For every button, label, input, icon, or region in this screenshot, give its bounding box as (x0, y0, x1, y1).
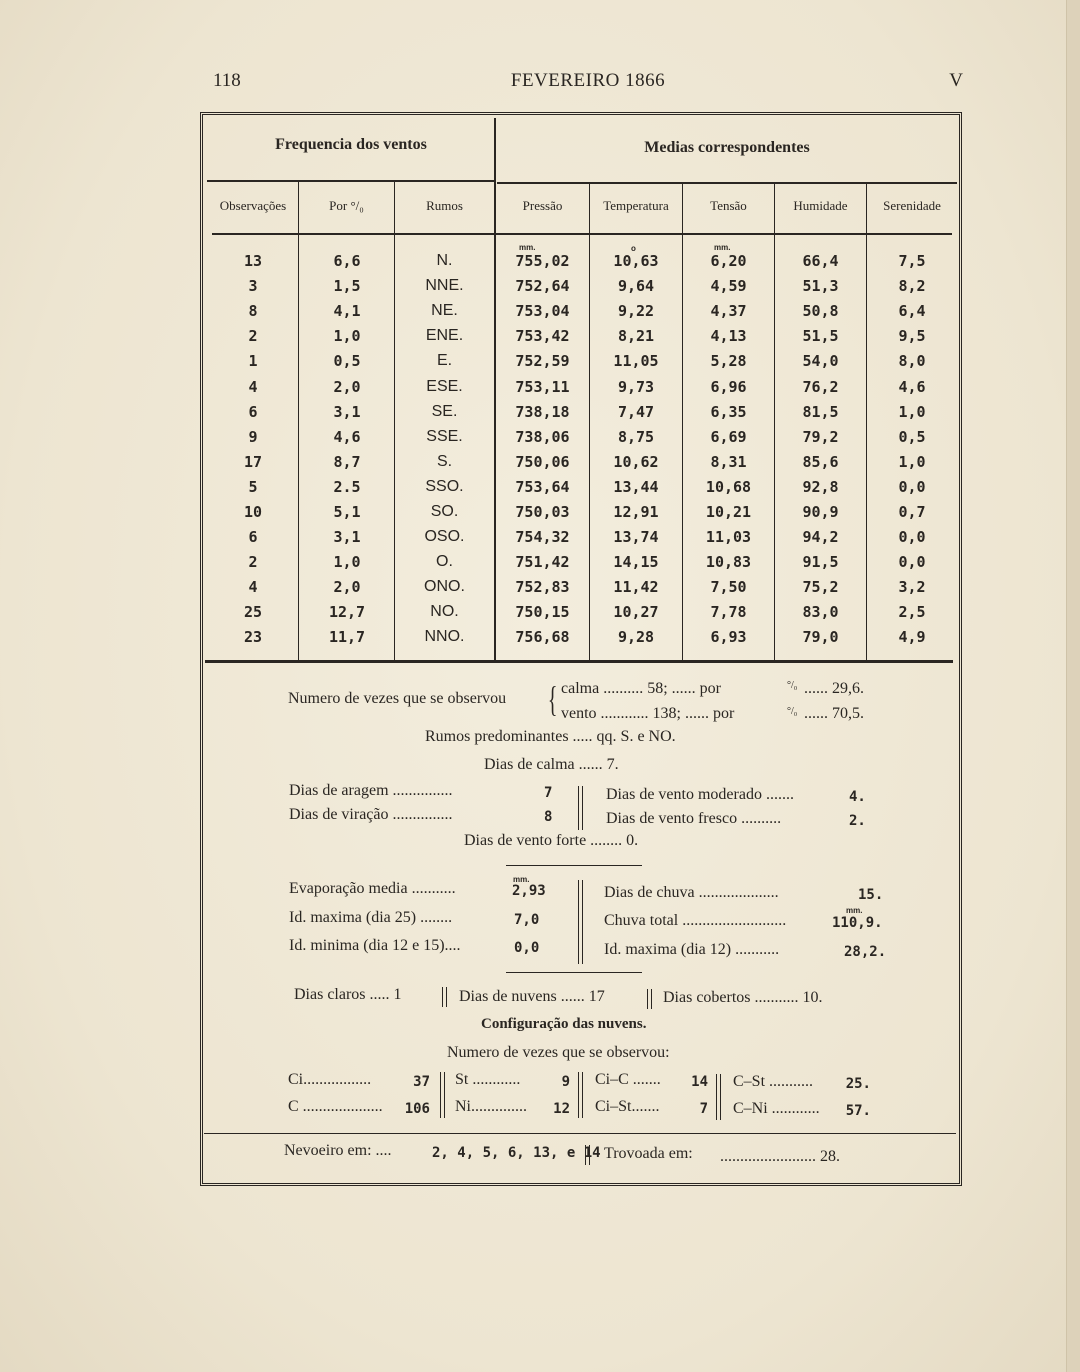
column-separator (578, 786, 583, 830)
dias-chuva-label: Dias de chuva .................... (604, 884, 779, 901)
cell-observacoes: 2 (248, 553, 258, 571)
cell-rumo: ONO. (424, 578, 465, 595)
cell-por-cento: 1,0 (333, 327, 361, 345)
dias-nuvens: Dias de nuvens ...... 17 (459, 988, 605, 1005)
cell-temperatura: 9,73 (617, 378, 655, 396)
cell-rumo: OSO. (424, 528, 465, 545)
cell-observacoes: 17 (243, 453, 263, 471)
table-row (0, 403, 1080, 428)
cell-pressao: 755,02 (515, 252, 570, 270)
evap-min-value: 0,0 (514, 940, 540, 956)
cell-observacoes: 10 (243, 503, 263, 521)
cell-pressao: 750,15 (515, 603, 570, 621)
cell-humidade: 54,0 (802, 352, 839, 370)
cell-rumo: SSO. (425, 478, 464, 495)
column-header-temperatura: Temperatura (603, 198, 669, 213)
cell-serenidade: 3,2 (898, 578, 926, 596)
cell-tensao: 10,83 (705, 553, 752, 571)
cell-rumo: NNE. (425, 277, 464, 294)
table-row (0, 327, 1080, 352)
cell-tensao: 10,68 (705, 478, 752, 496)
section-rule (204, 1133, 956, 1134)
group-header-rule (207, 180, 495, 182)
cell-serenidade: 0,0 (898, 528, 926, 546)
chuva-total-label: Chuva total .......................... (604, 912, 787, 929)
cloud-type-label: St ............ (455, 1071, 521, 1088)
unit-pressao: mm. (519, 243, 536, 252)
cell-por-cento: 11,7 (328, 628, 366, 646)
cell-observacoes: 8 (248, 302, 258, 320)
cell-por-cento: 3,1 (333, 403, 361, 421)
table-row (0, 503, 1080, 528)
cell-humidade: 81,5 (802, 403, 839, 421)
cell-rumo: N. (436, 252, 453, 269)
cell-por-cento: 4,6 (333, 428, 361, 446)
cell-por-cento: 8,7 (333, 453, 361, 471)
unit-temperatura: o (631, 244, 636, 253)
evap-min-label: Id. minima (dia 12 e 15).... (289, 937, 461, 954)
config-subtitle: Numero de vezes que se observou: (447, 1044, 670, 1061)
column-header-rule (212, 233, 952, 235)
cell-tensao: 6,69 (710, 428, 747, 446)
cell-tensao: 5,28 (710, 352, 747, 370)
cell-humidade: 92,8 (802, 478, 839, 496)
cell-serenidade: 1,0 (898, 403, 926, 421)
cell-temperatura: 11,05 (613, 352, 659, 370)
cloud-type-count: 9 (561, 1074, 570, 1090)
cell-rumo: NE. (431, 302, 458, 319)
cell-humidade: 50,8 (802, 302, 839, 320)
dias-forte: Dias de vento forte ........ 0. (464, 832, 639, 849)
column-separator (440, 1072, 445, 1118)
cell-temperatura: 8,21 (617, 327, 655, 345)
table-row (0, 352, 1080, 377)
cell-serenidade: 0,5 (898, 428, 926, 446)
cell-serenidade: 0,0 (898, 478, 926, 496)
column-separator (442, 987, 447, 1007)
column-header-humidade: Humidade (793, 198, 848, 213)
cell-serenidade: 0,7 (898, 503, 926, 521)
cell-tensao: 7,50 (710, 578, 747, 596)
cell-por-cento: 2.5 (333, 478, 361, 496)
vento-line: vento ............ 138; ...... por (561, 705, 735, 722)
column-header-serenidade: Serenidade (883, 198, 941, 213)
cell-humidade: 75,2 (802, 578, 839, 596)
cloud-type-count: 14 (691, 1074, 708, 1090)
table-row (0, 628, 1080, 653)
cell-humidade: 85,6 (802, 453, 839, 471)
group-header-rule (497, 182, 957, 184)
evaporacao-label: Evaporação media ........... (289, 880, 456, 897)
cell-rumo: SE. (431, 403, 458, 420)
dias-fresco-label: Dias de vento fresco .......... (606, 810, 782, 827)
cell-pressao: 753,64 (515, 478, 570, 496)
cell-por-cento: 3,1 (333, 528, 361, 546)
page-number: 118 (213, 70, 241, 91)
cell-temperatura: 8,75 (617, 428, 655, 446)
cell-tensao: 4,59 (710, 277, 747, 295)
cell-por-cento: 0,5 (333, 352, 361, 370)
cell-pressao: 753,42 (515, 327, 570, 345)
cell-pressao: 752,83 (515, 578, 570, 596)
cloud-type-label: C–St ........... (733, 1073, 814, 1090)
cell-serenidade: 6,4 (898, 302, 926, 320)
cell-tensao: 10,21 (705, 503, 752, 521)
cell-observacoes: 6 (248, 403, 258, 421)
cell-serenidade: 4,6 (898, 378, 926, 396)
group-header-frequencia: Frequencia dos ventos (275, 136, 427, 153)
section-label: V (949, 70, 963, 91)
cell-rumo: NO. (430, 603, 459, 620)
cloud-type-label: Ci–St....... (595, 1098, 660, 1115)
cell-rumo: ENE. (425, 327, 464, 344)
table-row (0, 578, 1080, 603)
column-separator (578, 1072, 583, 1118)
table-row (0, 478, 1080, 503)
cell-rumo: SSE. (426, 428, 463, 445)
cell-serenidade: 2,5 (898, 603, 926, 621)
cell-pressao: 750,06 (515, 453, 570, 471)
dias-aragem-label: Dias de aragem ............... (289, 782, 453, 799)
cloud-type-count: 25. (845, 1076, 871, 1092)
cell-rumo: O. (436, 553, 453, 570)
cell-serenidade: 1,0 (898, 453, 926, 471)
table-row (0, 252, 1080, 277)
cell-humidade: 79,2 (802, 428, 839, 446)
cell-pressao: 753,04 (515, 302, 570, 320)
cell-por-cento: 2,0 (333, 378, 361, 396)
cloud-type-count: 37 (413, 1074, 430, 1090)
cell-observacoes: 1 (248, 352, 258, 370)
page-title: FEVEREIRO 1866 (510, 70, 666, 91)
nevoeiro-value: 2, 4, 5, 6, 13, e 14 (432, 1145, 601, 1161)
cell-rumo: E. (436, 352, 453, 369)
dias-viracao-label: Dias de viração ............... (289, 806, 453, 823)
cell-humidade: 90,9 (802, 503, 839, 521)
config-title: Configuração das nuvens. (481, 1016, 647, 1032)
cell-pressao: 738,06 (515, 428, 570, 446)
cell-serenidade: 0,0 (898, 553, 926, 571)
column-separator (647, 989, 652, 1009)
calma-percent-sign: °/₀ (787, 680, 798, 691)
table-row (0, 603, 1080, 628)
vento-percent-sign: °/₀ (787, 706, 798, 717)
dias-calma: Dias de calma ...... 7. (484, 756, 619, 773)
cell-tensao: 8,31 (710, 453, 747, 471)
cell-rumo: SO. (430, 503, 459, 520)
brace: { (547, 679, 558, 719)
cell-humidade: 76,2 (802, 378, 839, 396)
cell-pressao: 752,59 (515, 352, 570, 370)
cell-observacoes: 4 (248, 378, 258, 396)
cell-humidade: 94,2 (802, 528, 839, 546)
cell-observacoes: 4 (248, 578, 258, 596)
trovoada-value: ........................ 28. (720, 1148, 840, 1165)
cloud-type-count: 12 (553, 1101, 570, 1117)
observed-label: Numero de vezes que se observou (288, 690, 507, 707)
trovoada-label: Trovoada em: (604, 1145, 693, 1162)
cell-observacoes: 13 (243, 252, 263, 270)
dias-moderado-label: Dias de vento moderado ....... (606, 786, 794, 803)
cell-pressao: 751,42 (515, 553, 570, 571)
cloud-type-label: C .................... (288, 1098, 383, 1115)
column-header-pressao: Pressão (522, 198, 563, 213)
cell-por-cento: 1,5 (333, 277, 361, 295)
column-header-tensao: Tensão (710, 198, 747, 213)
cell-temperatura: 12,91 (613, 503, 659, 521)
calma-line: calma .......... 58; ...... por (561, 680, 721, 697)
table-row (0, 302, 1080, 327)
dias-viracao-value: 8 (544, 809, 553, 825)
cell-temperatura: 14,15 (613, 553, 659, 571)
unit-evaporacao: mm. (513, 875, 530, 884)
cell-por-cento: 5,1 (333, 503, 361, 521)
dias-fresco-value: 2. (849, 813, 866, 829)
cell-pressao: 750,03 (515, 503, 570, 521)
unit-tensao: mm. (714, 243, 731, 252)
cell-por-cento: 12,7 (328, 603, 366, 621)
cell-tensao: 6,93 (710, 628, 747, 646)
cell-pressao: 753,11 (515, 378, 570, 396)
cell-tensao: 4,13 (710, 327, 747, 345)
table-bottom-rule (205, 660, 953, 663)
table-row (0, 553, 1080, 578)
calma-value: ...... 29,6. (804, 680, 864, 697)
evap-max-label: Id. maxima (dia 25) ........ (289, 909, 453, 926)
section-rule (506, 865, 642, 866)
cell-observacoes: 6 (248, 528, 258, 546)
dias-aragem-value: 7 (544, 785, 553, 801)
cloud-type-label: Ci................. (288, 1071, 372, 1088)
table-row (0, 378, 1080, 403)
column-separator (716, 1074, 721, 1120)
cell-observacoes: 9 (248, 428, 258, 446)
cell-humidade: 51,3 (802, 277, 839, 295)
unit-chuva: mm. (846, 906, 863, 915)
cell-humidade: 51,5 (802, 327, 839, 345)
group-header-medias: Medias correspondentes (644, 139, 810, 156)
cell-observacoes: 5 (248, 478, 258, 496)
cell-temperatura: 13,44 (613, 478, 659, 496)
cell-temperatura: 7,47 (617, 403, 655, 421)
cloud-type-label: Ni.............. (455, 1098, 527, 1115)
cell-observacoes: 2 (248, 327, 258, 345)
cell-rumo: ESE. (426, 378, 463, 395)
cell-temperatura: 9,64 (617, 277, 655, 295)
cell-serenidade: 8,0 (898, 352, 926, 370)
cloud-type-count: 106 (404, 1101, 430, 1117)
table-row (0, 453, 1080, 478)
cloud-type-label: Ci–C ....... (595, 1071, 661, 1088)
cell-humidade: 91,5 (802, 553, 839, 571)
cell-temperatura: 11,42 (613, 578, 659, 596)
cell-humidade: 83,0 (802, 603, 839, 621)
cell-rumo: S. (436, 453, 453, 470)
cell-serenidade: 4,9 (898, 628, 926, 646)
cell-rumo: NNO. (424, 628, 465, 645)
page-edge (1066, 0, 1080, 1372)
cell-temperatura: 9,22 (617, 302, 655, 320)
table-row (0, 428, 1080, 453)
cloud-type-label: C–Ni ............ (733, 1100, 820, 1117)
cell-pressao: 752,64 (515, 277, 570, 295)
chuva-max-value: 28,2. (844, 944, 887, 960)
cell-tensao: 6,96 (710, 378, 747, 396)
dias-moderado-value: 4. (849, 789, 866, 805)
cell-pressao: 738,18 (515, 403, 570, 421)
cell-humidade: 66,4 (802, 252, 839, 270)
column-separator (585, 1145, 590, 1165)
cell-pressao: 754,32 (515, 528, 570, 546)
cell-por-cento: 4,1 (333, 302, 361, 320)
dias-cobertos: Dias cobertos ........... 10. (663, 989, 823, 1006)
cell-serenidade: 9,5 (898, 327, 926, 345)
vento-value: ...... 70,5. (804, 705, 864, 722)
cloud-type-count: 57. (845, 1103, 871, 1119)
cell-observacoes: 23 (243, 628, 263, 646)
chuva-total-value: 110,9. (832, 915, 883, 931)
cell-temperatura: 13,74 (613, 528, 659, 546)
evap-max-value: 7,0 (514, 912, 540, 928)
cell-temperatura: 10,63 (613, 252, 659, 270)
cell-tensao: 7,78 (710, 603, 747, 621)
cell-temperatura: 10,62 (613, 453, 659, 471)
section-rule (506, 972, 642, 973)
cell-temperatura: 10,27 (613, 603, 659, 621)
evaporacao-value: 2,93 (512, 883, 546, 899)
cell-observacoes: 25 (243, 603, 263, 621)
cell-tensao: 11,03 (705, 528, 752, 546)
cell-humidade: 79,0 (802, 628, 839, 646)
column-header-observacoes: Observações (219, 198, 287, 213)
cell-temperatura: 9,28 (617, 628, 655, 646)
column-header-rumos: Rumos (426, 198, 463, 213)
cell-serenidade: 7,5 (898, 252, 926, 270)
nevoeiro-label: Nevoeiro em: .... (284, 1142, 392, 1159)
cell-tensao: 6,35 (710, 403, 747, 421)
column-header-por-cento: Por °/₀ (329, 198, 364, 213)
table-row (0, 277, 1080, 302)
dias-chuva-value: 15. (858, 887, 884, 903)
cell-tensao: 4,37 (710, 302, 747, 320)
cell-pressao: 756,68 (515, 628, 570, 646)
dias-claros: Dias claros ..... 1 (294, 986, 402, 1003)
cell-por-cento: 6,6 (333, 252, 361, 270)
cell-por-cento: 2,0 (333, 578, 361, 596)
table-row (0, 528, 1080, 553)
cell-tensao: 6,20 (710, 252, 747, 270)
cell-por-cento: 1,0 (333, 553, 361, 571)
rumos-predominantes: Rumos predominantes ..... qq. S. e NO. (425, 728, 676, 745)
cell-observacoes: 3 (248, 277, 258, 295)
chuva-max-label: Id. maxima (dia 12) ........... (604, 941, 780, 958)
column-separator (578, 880, 583, 964)
page-header (213, 70, 963, 100)
cloud-type-count: 7 (699, 1101, 708, 1117)
cell-serenidade: 8,2 (898, 277, 926, 295)
